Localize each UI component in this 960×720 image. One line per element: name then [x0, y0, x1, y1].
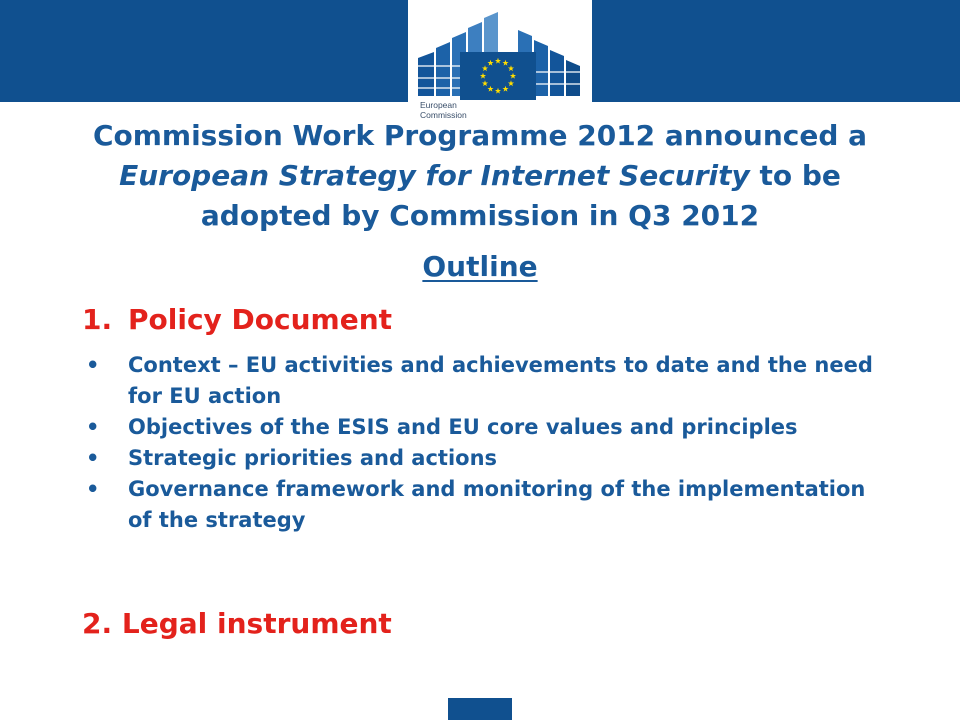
section-1-bullet-list: [82, 350, 882, 536]
section-1-number: 1.: [82, 303, 113, 336]
section-2-number: 2.: [82, 607, 113, 640]
bullet-text: Context – EU activities and achievements to date and the need for EU action: [128, 353, 873, 408]
bullet-item: [82, 443, 882, 474]
bullet-text: Governance framework and monitoring of the implementation of the strategy: [128, 477, 866, 532]
section-2-title: Legal instrument: [121, 607, 392, 640]
bullet-text: Objectives of the ESIS and EU core values and principles: [128, 415, 798, 439]
title-part-1: Commission Work Programme 2012 announced a: [92, 119, 868, 152]
logo-line-commission: Commission: [420, 110, 467, 120]
bullet-item: [82, 474, 882, 536]
title-strategy-name: European Strategy for Internet Security: [119, 159, 750, 192]
bullet-dot-icon: •: [86, 415, 100, 439]
outline-heading: Outline: [422, 250, 538, 283]
commission-building-icon: [408, 0, 592, 100]
bullet-item: [82, 350, 882, 412]
section-2-heading: [82, 606, 392, 642]
european-commission-logo: [408, 0, 592, 124]
bullet-item: [82, 412, 882, 443]
title-part-2: to be: [759, 159, 841, 192]
page-title: [0, 116, 960, 236]
bullet-dot-icon: •: [86, 446, 100, 470]
footer-tab: [448, 698, 512, 720]
title-part-3: adopted by Commission in Q3 2012: [200, 199, 760, 232]
section-1-title: Policy Document: [128, 303, 393, 336]
bullet-text: Strategic priorities and actions: [128, 446, 498, 470]
logo-line-european: European: [420, 100, 457, 110]
bullet-dot-icon: •: [86, 477, 100, 501]
bullet-dot-icon: •: [86, 353, 100, 377]
section-1-heading: [82, 302, 392, 338]
